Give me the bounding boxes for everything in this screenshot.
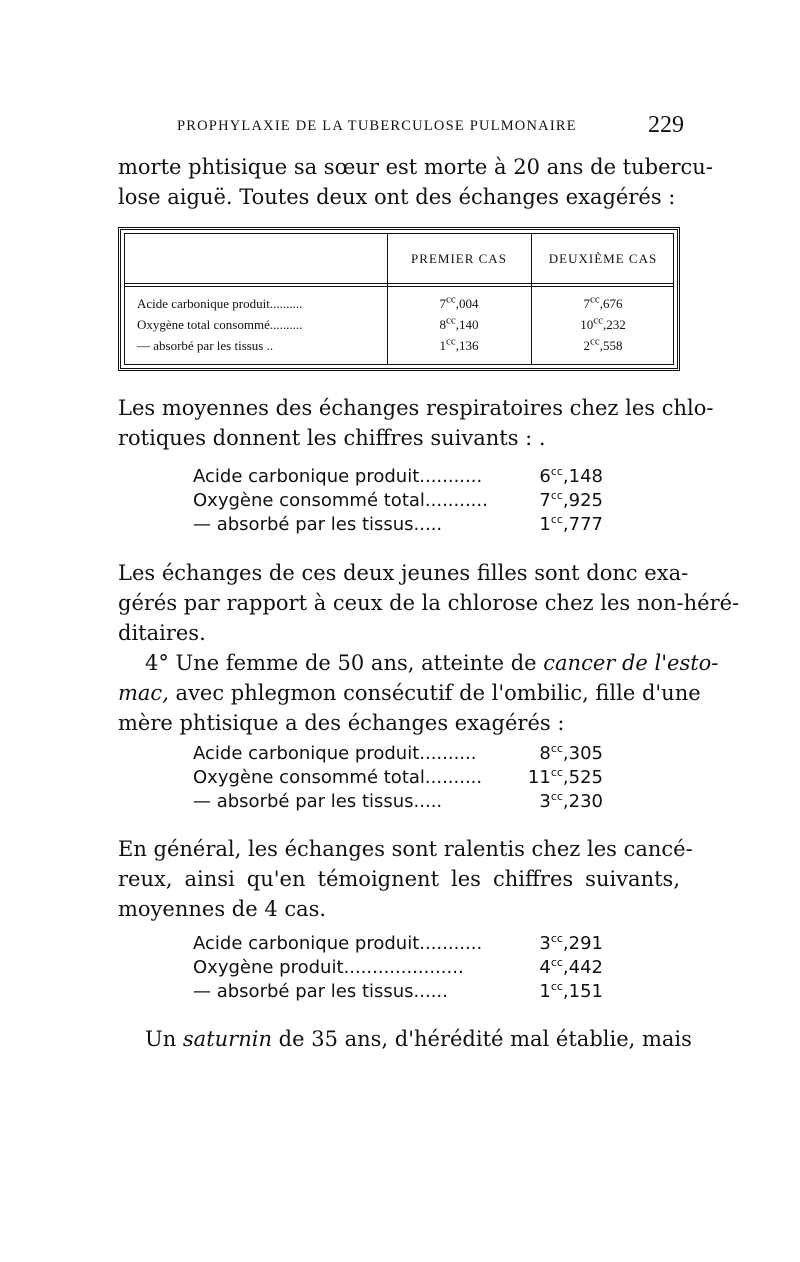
running-head-title: PROPHYLAXIE DE LA TUBERCULOSE PULMONAIRE xyxy=(177,118,577,134)
exchange-table xyxy=(118,227,680,371)
list-item: Oxygène consommé total.......... $11^{cc},525$ xyxy=(193,766,603,788)
table-inner-frame xyxy=(124,233,674,365)
paragraph-line: mac, avec phlegmon consécutif de l'ombilic, fille d'une xyxy=(118,681,701,705)
table-cell: $7^{cc},676$ xyxy=(583,293,623,311)
values-list-1 xyxy=(193,465,603,537)
paragraph-line: ditaires. xyxy=(118,621,206,645)
list-item: Oxygène consommé total........... $7^{cc},925$ xyxy=(193,489,603,511)
table-header-rule xyxy=(125,283,673,284)
paragraph-line: moyennes de 4 cas. xyxy=(118,897,327,921)
values-list-2 xyxy=(193,742,603,814)
table-row-label: Acide carbonique produit.......... xyxy=(137,296,303,311)
list-item: — absorbé par les tissus...... $1^{cc},151$ xyxy=(193,980,603,1002)
table-cell: $2^{cc},558$ xyxy=(583,335,623,353)
paragraph-6 xyxy=(118,1024,692,1054)
paragraph-line: lose aiguë. Toutes deux ont des échanges exagérés : xyxy=(118,185,676,209)
paragraph-line: Les moyennes des échanges respiratoires chez les chlo- xyxy=(118,396,714,420)
page-number: 229 xyxy=(648,112,684,138)
list-item: Oxygène produit..................... $4^{cc},442$ xyxy=(193,956,603,978)
table-cell: $10^{cc},232$ xyxy=(580,314,626,332)
table-cell: $1^{cc},136$ xyxy=(439,335,479,353)
paragraph-line: morte phtisique sa sœur est morte à 20 ans de tubercu- xyxy=(118,155,713,179)
paragraph-5 xyxy=(118,834,693,924)
list-item: Acide carbonique produit........... $6^{cc},148$ xyxy=(193,465,603,487)
list-item: Acide carbonique produit........... $3^{cc},291$ xyxy=(193,932,603,954)
paragraph-line: mère phtisique a des échanges exagérés : xyxy=(118,711,565,735)
table-cell: $8^{cc},140$ xyxy=(439,314,479,332)
paragraph-line: gérés par rapport à ceux de la chlorose chez les non-héré- xyxy=(118,591,740,615)
values-list-3 xyxy=(193,932,603,1004)
paragraph-line: rotiques donnent les chiffres suivants : . xyxy=(118,426,546,450)
list-item: — absorbé par les tissus..... $1^{cc},777$ xyxy=(193,513,603,535)
paragraph-line: reux, ainsi qu'en témoignent les chiffres suivants, xyxy=(118,867,680,891)
list-item: Acide carbonique produit.......... $8^{cc},305$ xyxy=(193,742,603,764)
paragraph-1 xyxy=(118,152,713,212)
paragraph-4 xyxy=(118,648,719,738)
running-head xyxy=(177,112,684,142)
paragraph-3 xyxy=(118,558,740,648)
table-row-label: Oxygène total consommé.......... xyxy=(137,317,303,332)
list-item: — absorbé par les tissus..... $3^{cc},230$ xyxy=(193,790,603,812)
table-header-premier-cas: PREMIER CAS xyxy=(411,251,507,266)
table-cell: $7^{cc},004$ xyxy=(439,293,479,311)
table-row-label: — absorbé par les tissus .. xyxy=(137,338,274,353)
paragraph-line: Un saturnin de 35 ans, d'hérédité mal établie, mais xyxy=(145,1027,692,1051)
paragraph-2 xyxy=(118,393,714,453)
table-header-deuxieme-cas: DEUXIÈME CAS xyxy=(548,251,658,266)
paragraph-line: En général, les échanges sont ralentis chez les cancé- xyxy=(118,837,693,861)
paragraph-line: Les échanges de ces deux jeunes filles sont donc exa- xyxy=(118,561,689,585)
paragraph-line: 4° Une femme de 50 ans, atteinte de cancer de l'esto- xyxy=(145,651,719,675)
table-header-rule xyxy=(125,286,673,287)
